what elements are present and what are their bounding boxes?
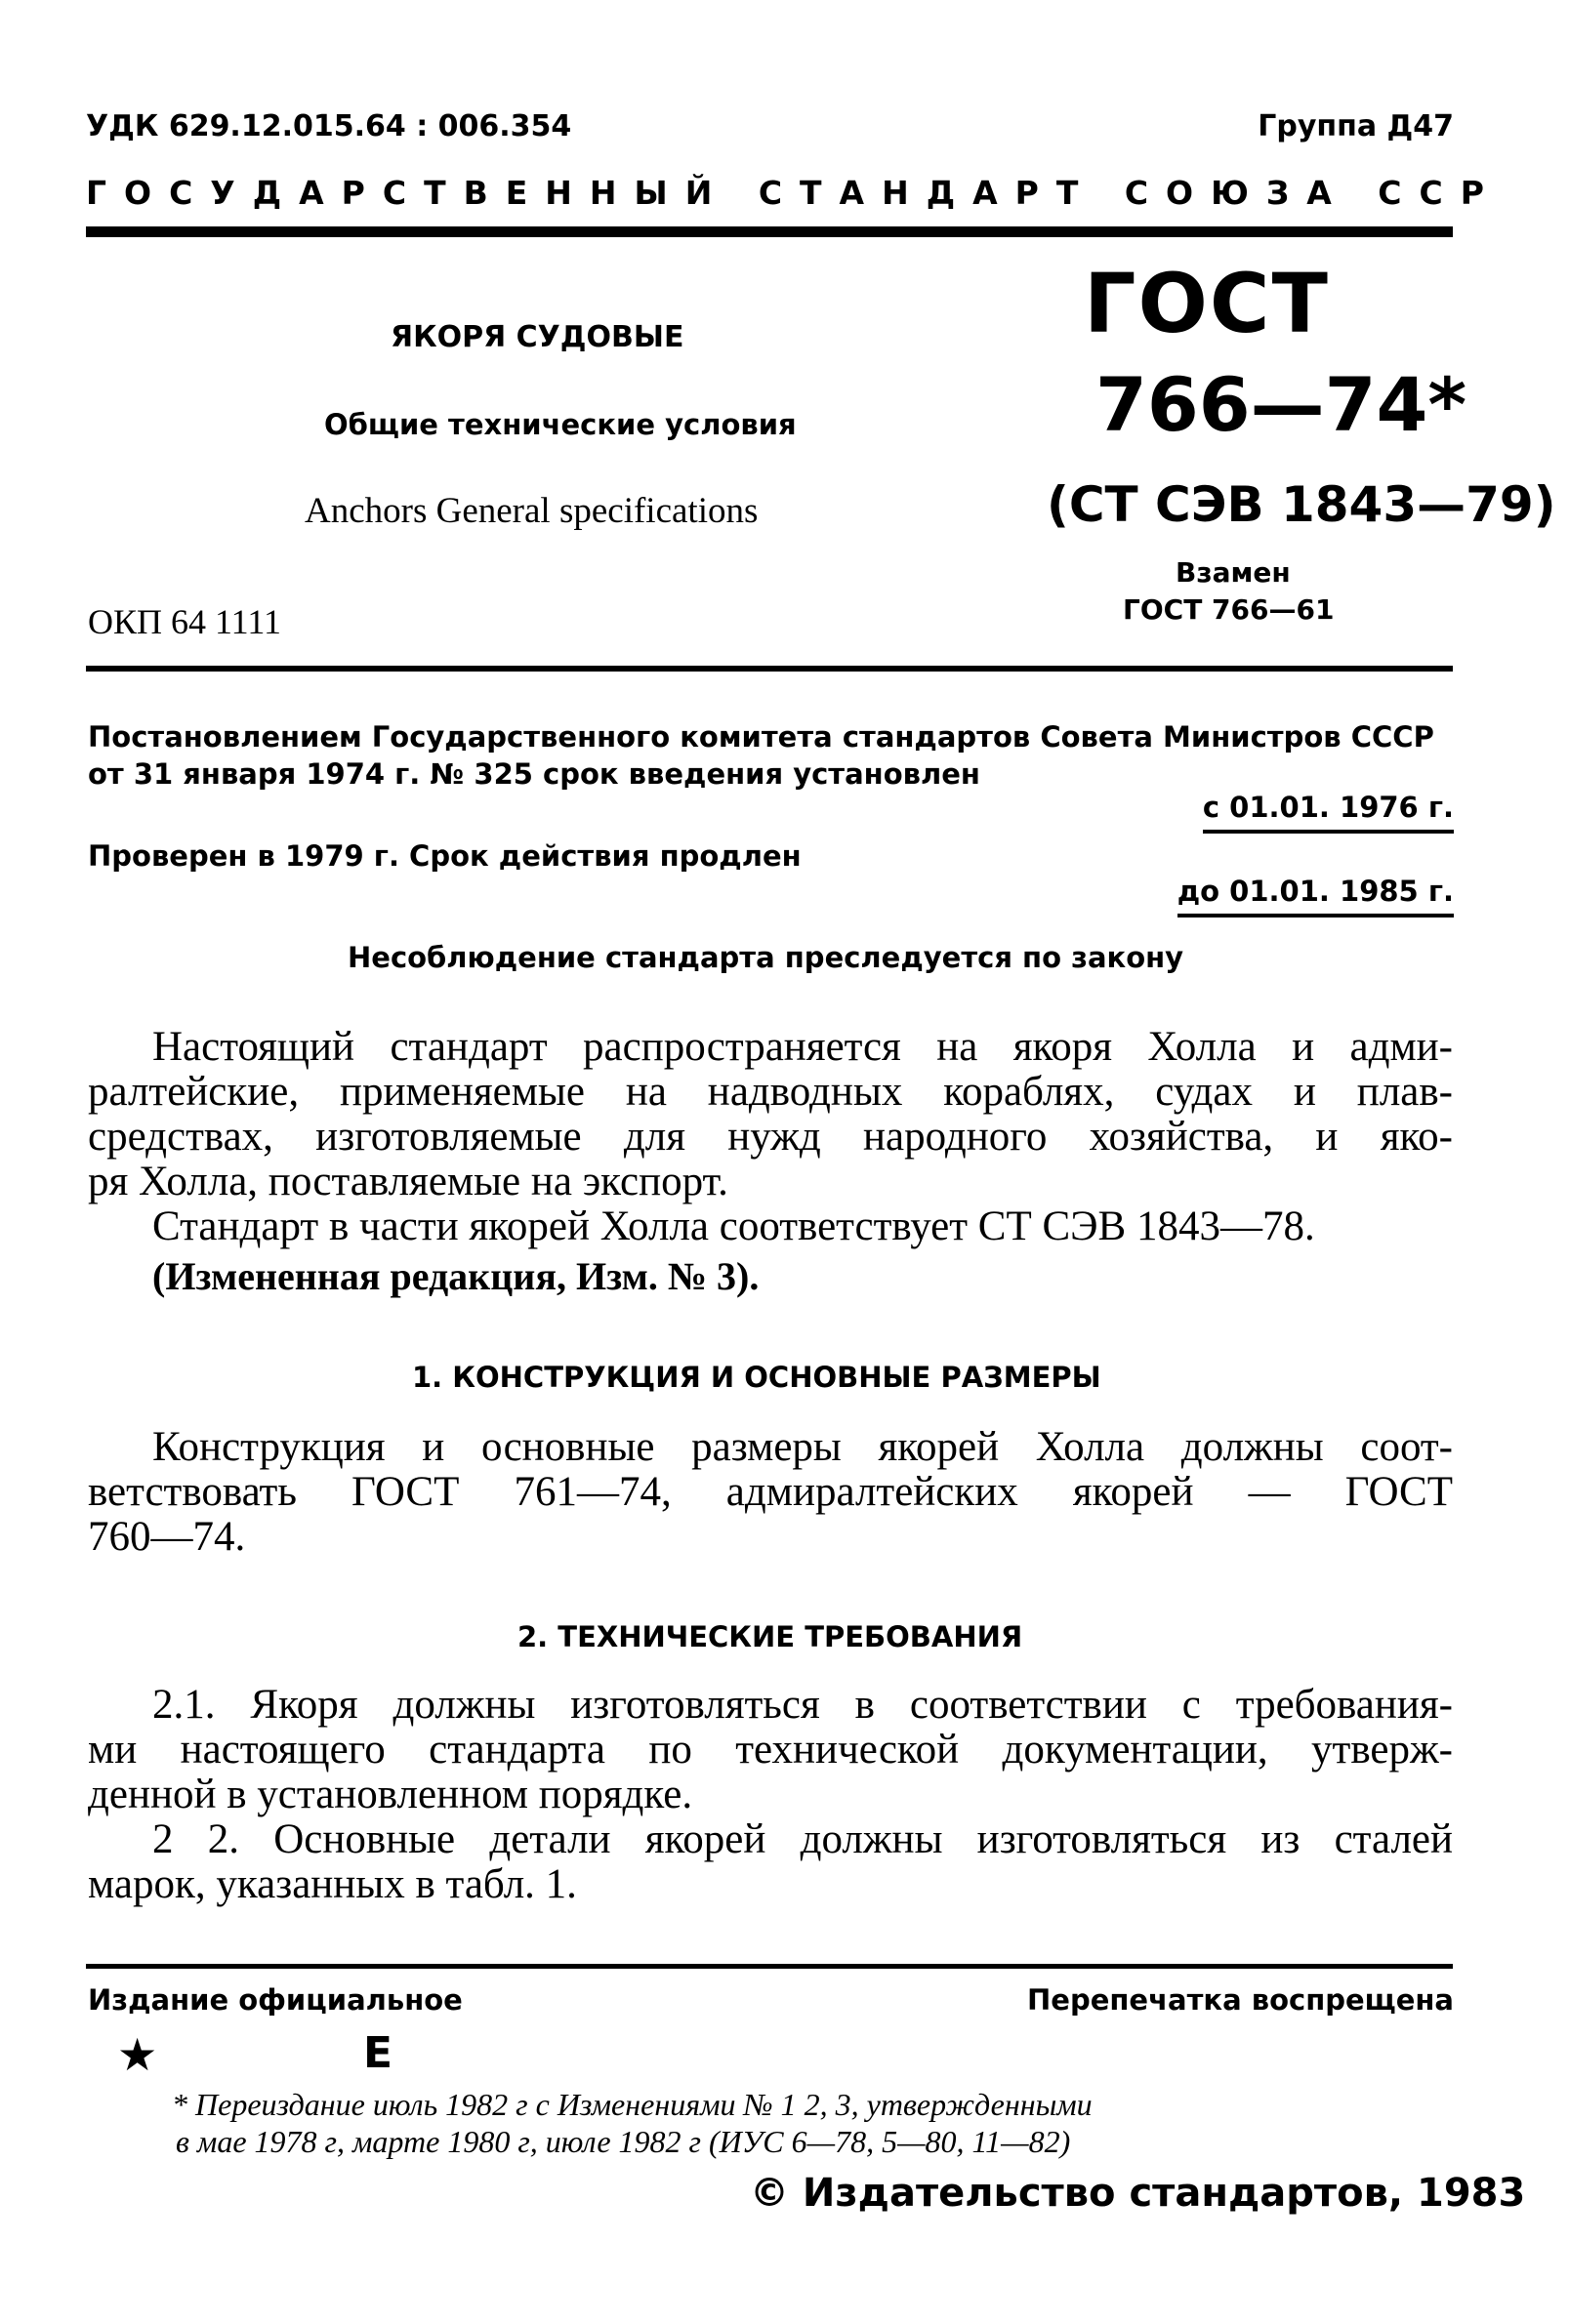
gost-label: ГОСТ xyxy=(1084,256,1330,351)
replaces-label: Взамен xyxy=(1176,556,1291,589)
text-line: средствах, изготовляемые для нужд народного хозяйства, и яко- xyxy=(88,1114,1453,1160)
group-code: Группа Д47 xyxy=(1258,109,1454,143)
english-title: Anchors General specifications xyxy=(305,491,759,531)
text-line: Настоящий стандарт распространяется на якоря Холла и адми- xyxy=(152,1024,1453,1070)
footer-rule xyxy=(86,1964,1453,1969)
intro-paragraph xyxy=(88,1025,1453,1249)
section-2-paragraph-1 xyxy=(88,1683,1453,1817)
start-date: с 01.01. 1976 г. xyxy=(1203,791,1454,834)
compliance-line: Стандарт в части якорей Холла соответствует СТ СЭВ 1843—78. xyxy=(152,1203,1315,1249)
text-line: ветствовать ГОСТ 761—74, адмиралтейских якорей — ГОСТ xyxy=(88,1469,1453,1515)
title-rule xyxy=(86,666,1453,672)
reissue-footnote-line-1: * Переиздание июль 1982 г с Изменениями № 1 2, 3, утвержденными xyxy=(172,2087,1093,2122)
end-date: до 01.01. 1985 г. xyxy=(1177,875,1454,917)
decree-line-1: Постановлением Государственного комитета стандартов Совета Министров СССР xyxy=(88,720,1434,754)
okp-code: ОКП 64 1111 xyxy=(88,602,281,641)
violation-note: Несоблюдение стандарта преследуется по закону xyxy=(348,941,1184,974)
text-line: ря Холла, поставляемые на экспорт. xyxy=(88,1159,728,1204)
star-icon: ★ xyxy=(117,2028,158,2081)
official-edition-label: Издание официальное xyxy=(88,1983,463,2017)
text-line: Конструкция и основные размеры якорей Холла должны соот- xyxy=(152,1424,1453,1470)
text-line: 760—74. xyxy=(88,1514,246,1560)
udk-code: УДК 629.12.015.64 : 006.354 xyxy=(86,109,572,143)
document-subtitle: Общие технические условия xyxy=(324,408,797,441)
state-standard-banner: ГОСУДАРСТВЕННЫЙ СТАНДАРТ СОЮЗА ССР xyxy=(86,174,1502,212)
replaces-gost: ГОСТ 766—61 xyxy=(1123,593,1335,626)
st-sev-number: (СТ СЭВ 1843—79) xyxy=(1047,476,1556,533)
section-1-heading: 1. КОНСТРУКЦИЯ И ОСНОВНЫЕ РАЗМЕРЫ xyxy=(412,1361,1101,1394)
section-1-paragraph xyxy=(88,1425,1453,1560)
text-line: 2 2. Основные детали якорей должны изготовляться из сталей xyxy=(152,1816,1453,1862)
checked-note: Проверен в 1979 г. Срок действия продлен xyxy=(88,839,802,873)
copyright-notice: © Издательство стандартов, 1983 xyxy=(750,2171,1526,2216)
reprint-prohibited-label: Перепечатка воспрещена xyxy=(1027,1983,1454,2017)
decree-line-2: от 31 января 1974 г. № 325 срок введения установлен xyxy=(88,757,980,791)
text-line: ми настоящего стандарта по технической документации, утверж- xyxy=(88,1727,1453,1773)
gost-number: 766—74* xyxy=(1095,361,1467,448)
amendment-note: (Измененная редакция, Изм. № 3). xyxy=(152,1254,760,1298)
reissue-footnote-line-2: в мае 1978 г, марте 1980 г, июле 1982 г (ИУС 6—78, 5—80, 11—82) xyxy=(176,2124,1071,2159)
text-line: 2.1. Якоря должны изготовляться в соответствии с требования- xyxy=(152,1682,1453,1728)
header-rule xyxy=(86,226,1453,237)
text-line: денной в установленном порядке. xyxy=(88,1772,693,1817)
text-line: марок, указанных в табл. 1. xyxy=(88,1861,577,1907)
section-2-heading: 2. ТЕХНИЧЕСКИЕ ТРЕБОВАНИЯ xyxy=(517,1620,1023,1653)
text-line: ралтейские, применяемые на надводных кораблях, судах и плав- xyxy=(88,1069,1453,1115)
section-2-paragraph-2 xyxy=(88,1817,1453,1907)
e-mark: Е xyxy=(363,2028,393,2078)
document-title: ЯКОРЯ СУДОВЫЕ xyxy=(391,320,684,354)
